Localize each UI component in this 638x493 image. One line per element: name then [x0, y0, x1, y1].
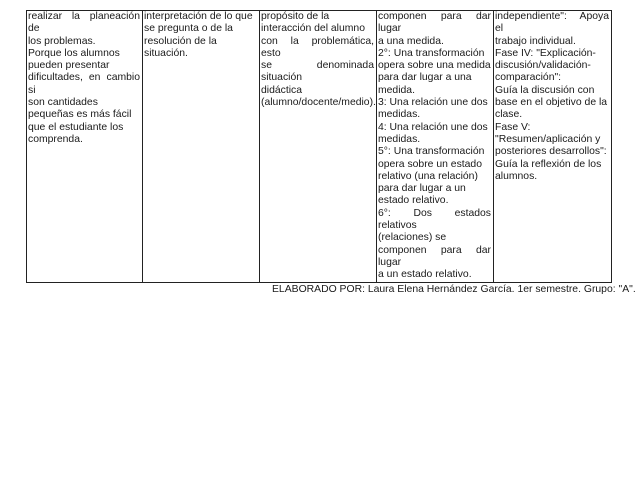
- cell-text-line: posteriores desarrollos":: [495, 146, 607, 158]
- cell-text-line: componen para dar lugar: [378, 244, 491, 268]
- cell-text-line: situación.: [144, 47, 188, 59]
- cell-text-line: a un estado relativo.: [378, 269, 472, 281]
- cell-text-line: realizar la planeación de: [28, 11, 140, 35]
- cell-text-line: base en el objetivo de la: [495, 97, 608, 109]
- table-cell-col4: [377, 11, 494, 283]
- cell-text-line: opera sobre una medida: [378, 60, 491, 72]
- author-footer: ELABORADO POR: Laura Elena Hernández García. 1er semestre. Grupo: "A".: [272, 284, 636, 295]
- table-cell-col3: [260, 11, 377, 283]
- cell-text-line: a una medida.: [378, 35, 444, 47]
- table-cell-col1: [27, 11, 143, 283]
- activity-table: [26, 10, 612, 283]
- cell-text-line: interpretación de lo que: [144, 11, 253, 22]
- cell-text-line: propósito de la: [261, 11, 330, 22]
- cell-text-line: dificultades, en cambio si: [28, 72, 140, 96]
- cell-text-line: didáctica: [261, 84, 303, 96]
- cell-text-line: Guía la reflexión de los: [495, 158, 602, 170]
- cell-text-line: "Resumen/aplicación y: [495, 133, 601, 145]
- cell-text-line: los problemas.: [28, 35, 96, 47]
- cell-text-line: opera sobre un estado: [378, 158, 482, 170]
- table-cell-col5: [494, 11, 612, 283]
- cell-text-line: independiente": Apoya el: [495, 11, 609, 35]
- cell-text-line: trabajo individual.: [495, 35, 576, 47]
- cell-text-line: medidas.: [378, 109, 421, 121]
- cell-text-line: medida.: [378, 84, 415, 96]
- cell-text-line: Guía la discusión con: [495, 84, 595, 96]
- cell-text-line: Fase IV: "Explicación-: [495, 47, 596, 59]
- cell-text-line: Fase V:: [495, 121, 531, 133]
- cell-text-line: clase.: [495, 109, 523, 121]
- cell-text-line: interacción del alumno: [261, 23, 365, 35]
- cell-text-line: relativo (una relación): [378, 170, 478, 182]
- cell-text-line: son cantidades: [28, 97, 98, 109]
- cell-text-line: pequeñas es más fácil: [28, 109, 132, 121]
- cell-text-line: se pregunta o de la: [144, 23, 233, 35]
- cell-text-line: se denominada situación: [261, 60, 374, 84]
- cell-text-line: pueden presentar: [28, 60, 110, 72]
- cell-text-line: 3: Una relación une dos: [378, 97, 488, 109]
- cell-text-line: 4: Una relación une dos: [378, 121, 488, 133]
- cell-text-line: Porque los alumnos: [28, 47, 120, 59]
- cell-text-line: comprenda.: [28, 133, 83, 145]
- cell-text-line: 6°: Dos estados relativos: [378, 207, 491, 232]
- cell-text-line: que el estudiante los: [28, 121, 124, 133]
- cell-text-line: para dar lugar a una: [378, 72, 472, 84]
- cell-text-line: alumnos.: [495, 170, 538, 182]
- cell-text-line: estado relativo.: [378, 195, 449, 207]
- cell-text-line: 2°: Una transformación: [378, 47, 485, 59]
- cell-text-line: resolución de la: [144, 35, 217, 47]
- table-cell-col2: [143, 11, 260, 283]
- cell-text-line: comparación":: [495, 72, 562, 84]
- cell-text-line: (relaciones) se: [378, 232, 447, 244]
- cell-text-line: para dar lugar a un: [378, 183, 466, 195]
- cell-text-line: 5°: Una transformación: [378, 146, 485, 158]
- cell-text-line: medidas.: [378, 133, 421, 145]
- cell-text-line: (alumno/docente/medio).: [261, 97, 376, 109]
- cell-text-line: con la problemática, esto: [261, 35, 374, 59]
- cell-text-line: componen para dar lugar: [378, 11, 491, 35]
- table-row: [27, 11, 612, 283]
- cell-text-line: discusión/validación-: [495, 60, 591, 72]
